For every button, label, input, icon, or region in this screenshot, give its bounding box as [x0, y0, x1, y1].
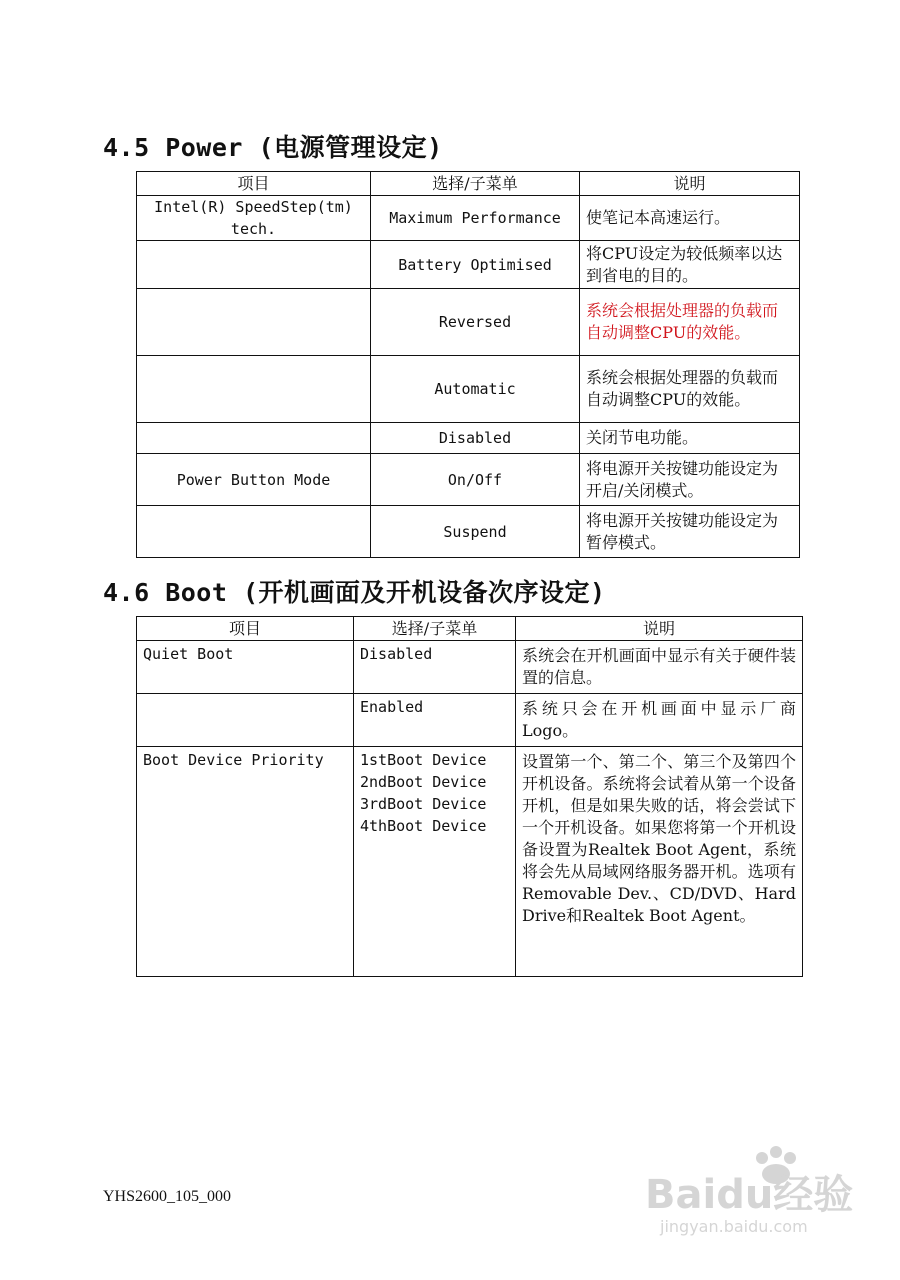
power-settings-table: [136, 171, 800, 558]
setting-name: [137, 241, 371, 289]
header-option: 选择/子菜单: [371, 172, 580, 196]
table-row: [137, 356, 800, 423]
setting-description: 将电源开关按键功能设定为开启/关闭模式。: [580, 454, 800, 506]
setting-name: Intel(R) SpeedStep(tm) tech.: [137, 196, 371, 241]
setting-name: Quiet Boot: [137, 641, 354, 694]
setting-description: 系统会在开机画面中显示有关于硬件装置的信息。: [516, 641, 803, 694]
table-row: [137, 289, 800, 356]
setting-option: Maximum Performance: [371, 196, 580, 241]
table-header-row: [137, 617, 803, 641]
header-option: 选择/子菜单: [354, 617, 516, 641]
setting-description: 将CPU设定为较低频率以达到省电的目的。: [580, 241, 800, 289]
table-row: [137, 423, 800, 454]
setting-name: [137, 423, 371, 454]
watermark-url: jingyan.baidu.com: [660, 1217, 808, 1236]
setting-name: [137, 356, 371, 423]
table-row: [137, 454, 800, 506]
document-code: YHS2600_105_000: [103, 1188, 232, 1205]
table-row: [137, 196, 800, 241]
table-row: [137, 506, 800, 558]
setting-name: [137, 694, 354, 747]
setting-option: Automatic: [371, 356, 580, 423]
setting-name: [137, 506, 371, 558]
setting-name: Boot Device Priority: [137, 747, 354, 977]
setting-option: Suspend: [371, 506, 580, 558]
section-4-6-title: 4.6 Boot (开机画面及开机设备次序设定): [103, 578, 606, 607]
setting-description: 系统只会在开机画面中显示厂商Logo。: [516, 694, 803, 747]
header-item: 项目: [137, 172, 371, 196]
setting-description: 使笔记本高速运行。: [580, 196, 800, 241]
setting-name: Power Button Mode: [137, 454, 371, 506]
setting-description: 系统会根据处理器的负载而自动调整CPU的效能。: [580, 289, 800, 356]
setting-option: Battery Optimised: [371, 241, 580, 289]
setting-description: 关闭节电功能。: [580, 423, 800, 454]
boot-settings-table: [136, 616, 803, 977]
table-row: [137, 641, 803, 694]
setting-option: Enabled: [354, 694, 516, 747]
setting-option: Disabled: [354, 641, 516, 694]
setting-option: On/Off: [371, 454, 580, 506]
setting-name: [137, 289, 371, 356]
setting-option: Disabled: [371, 423, 580, 454]
setting-option: 1stBoot Device 2ndBoot Device 3rdBoot Device 4thBoot Device: [354, 747, 516, 977]
header-description: 说明: [580, 172, 800, 196]
table-header-row: [137, 172, 800, 196]
baidu-watermark: [640, 1140, 860, 1240]
setting-description: 将电源开关按键功能设定为暂停模式。: [580, 506, 800, 558]
header-description: 说明: [516, 617, 803, 641]
watermark-brand: Baidu经验: [645, 1172, 854, 1218]
setting-option: Reversed: [371, 289, 580, 356]
section-4-5-title: 4.5 Power (电源管理设定): [103, 133, 443, 162]
table-row: [137, 694, 803, 747]
table-row: [137, 747, 803, 977]
header-item: 项目: [137, 617, 354, 641]
setting-description: 系统会根据处理器的负载而自动调整CPU的效能。: [580, 356, 800, 423]
table-row: [137, 241, 800, 289]
setting-description: 设置第一个、第二个、第三个及第四个开机设备。系统将会试着从第一个设备开机，但是如果失败的话，将会尝试下一个开机设备。如果您将第一个开机设备设置为Realtek Boot Agent，系统将会先从局域网络服务器开机。选项有Removable Dev.、CD/DVD、Hard Drive和Realtek Boot Agent。: [516, 747, 803, 977]
